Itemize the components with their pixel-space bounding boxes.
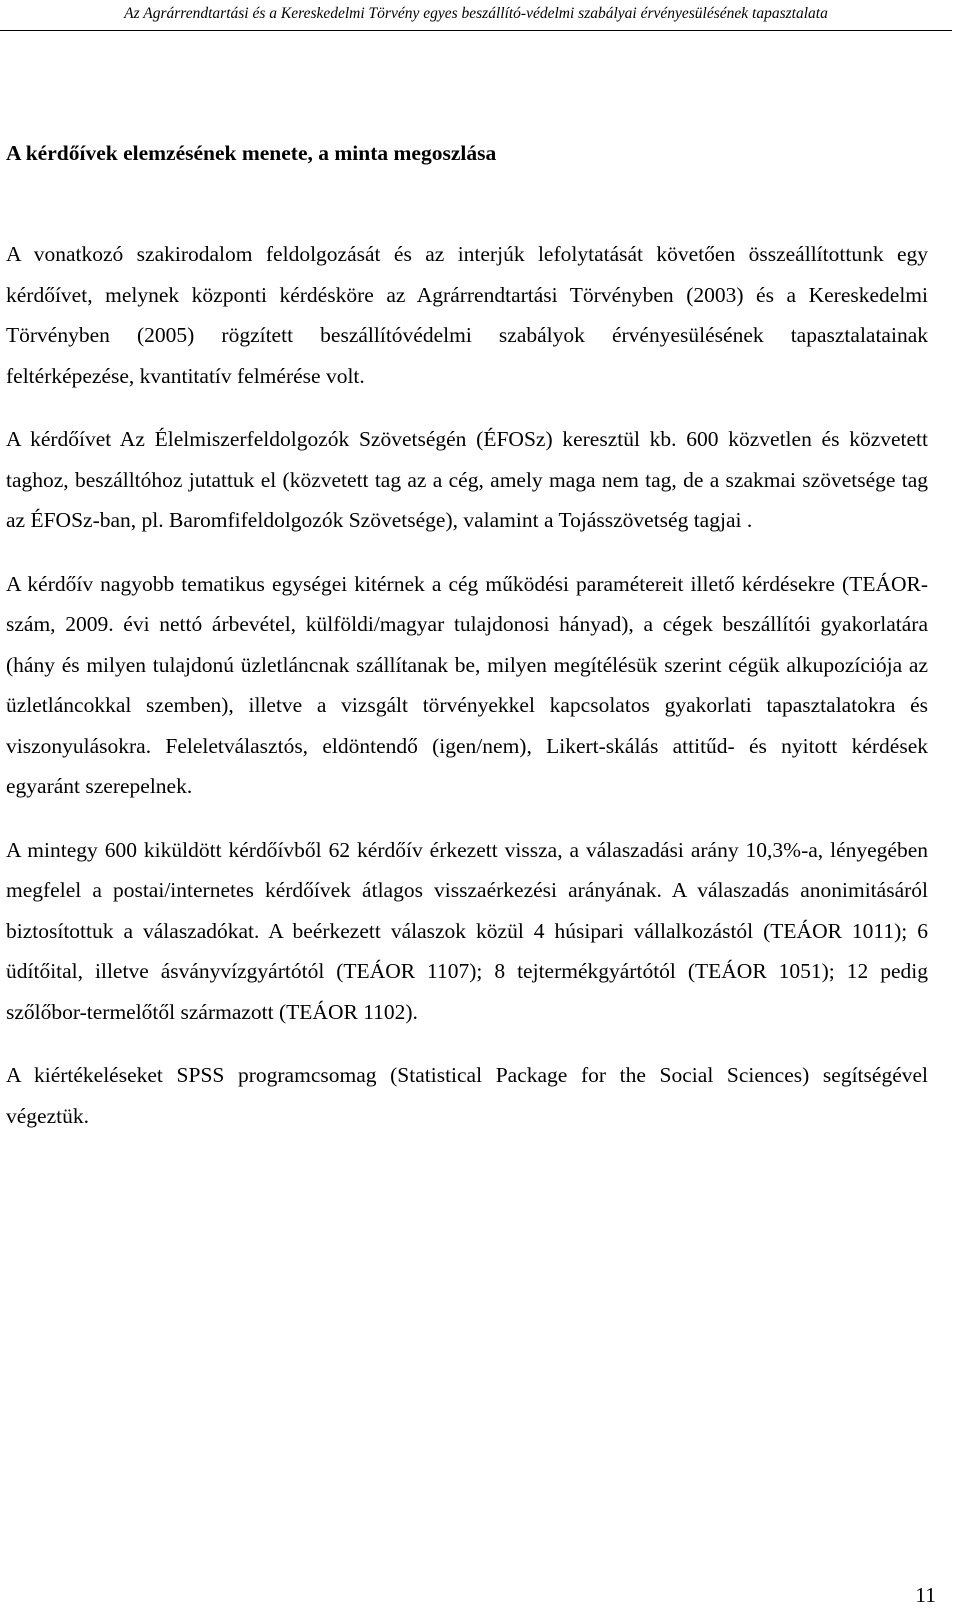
running-header: Az Agrárrendtartási és a Kereskedelmi Törvény egyes beszállító-védelmi szabályai érvényesülésének tapasztalata — [0, 4, 952, 31]
paragraph-response-rate: A mintegy 600 kiküldött kérdőívből 62 kérdőív érkezett vissza, a válaszadási arány 10,3%-a, lényegében megfelel a postai/internetes kérdőívek átlagos visszaérkezési arányának. A válaszadás anonimitásáról biztosítottuk a válaszadókat. A beérkezett válaszok közül 4 húsipari vállalkozástól (TEÁOR 1011); 6 üdítőital, illetve ásványvízgyártótól (TEÁOR 1107); 8 tejtermékgyártótól (TEÁOR 1051); 12 pedig szőlőbor-termelőtől származott (TEÁOR 1102). — [6, 837, 928, 1024]
paragraph-methodology: A vonatkozó szakirodalom feldolgozását és az interjúk lefolytatását követően összeállítottunk egy kérdőívet, melynek központi kérdésköre az Agrárrendtartási Törvényben (2003) és a Kereskedelmi Törvényben (2005) rögzített beszállítóvédelmi szabályok érvényesülésének tapasztalatainak feltérképezése, kvantitatív felmérése volt. — [6, 242, 928, 388]
spacer — [6, 807, 928, 830]
section-title: A kérdőívek elemzésének menete, a minta megoszlása — [6, 141, 497, 165]
page-body — [6, 137, 928, 1136]
paragraph-spss: A kiértékeléseket SPSS programcsomag (Statistical Package for the Social Sciences) segítségével végeztük. — [6, 1063, 928, 1128]
page-number: 11 — [915, 1583, 936, 1607]
paragraph-questionnaire-topics: A kérdőív nagyobb tematikus egységei kitérnek a cég működési paramétereit illető kérdésekre (TEÁOR-szám, 2009. évi nettó árbevétel, külföldi/magyar tulajdonosi hányad), a cégek beszállítói gyakorlatára (hány és milyen tulajdonú üzletláncnak szállítanak be, milyen megítélésük szerint cégük alkupozíciója az üzletláncokkal szemben), illetve a vizsgált törvényekkel kapcsolatos gyakorlati tapasztalatokra és viszonyulásokra. Feleletválasztós, eldöntendő (igen/nem), Likert-skálás attitűd- és nyitott kérdések egyaránt szerepelnek. — [6, 571, 928, 798]
paragraph-distribution: A kérdőívet Az Élelmiszerfeldolgozók Szövetségén (ÉFOSz) keresztül kb. 600 közvetlen és közvetett taghoz, beszálltóhoz jutattuk el (közvetett tag az a cég, amely maga nem tag, de a szakmai szövetsége tag az ÉFOSz-ban, pl. Baromfifeldolgozók Szövetsége), valamint a Tojásszövetség tagjai . — [6, 427, 928, 532]
spacer — [6, 169, 928, 234]
spacer — [6, 396, 928, 419]
spacer — [6, 1032, 928, 1055]
spacer — [6, 541, 928, 564]
